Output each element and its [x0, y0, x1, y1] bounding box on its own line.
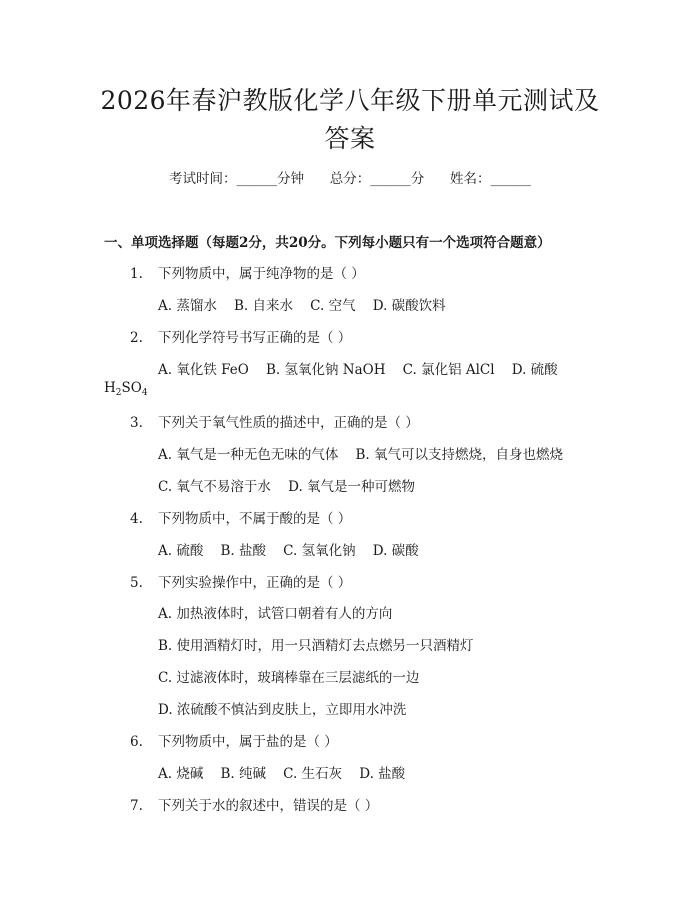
question-text: 下列化学符号书写正确的是（ ） — [158, 330, 352, 346]
formula-subscript: 2 — [115, 388, 122, 398]
question-7 — [130, 794, 378, 814]
formula-part: SO — [121, 380, 142, 396]
question-text: 下列关于氧气性质的描述中，正确的是（ ） — [158, 415, 419, 431]
question-4-options: A. 硫酸 B. 盐酸 C. 氢氧化钠 D. 碳酸 — [158, 543, 419, 559]
question-number: 4. — [130, 511, 143, 527]
question-number: 6. — [130, 734, 143, 750]
question-text: 下列物质中，不属于酸的是（ ） — [158, 511, 352, 527]
question-text: 下列物质中，属于纯净物的是（ ） — [158, 266, 365, 282]
formula-part: H — [104, 380, 116, 396]
question-3 — [130, 411, 419, 431]
question-text: 下列实验操作中，正确的是（ ） — [158, 575, 352, 591]
question-3-options-row-2: C. 氧气不易溶于水 D. 氧气是一种可燃物 — [158, 479, 416, 495]
question-1 — [130, 262, 365, 282]
question-2 — [130, 326, 351, 346]
document-title — [90, 82, 610, 158]
question-5-option-c: C. 过滤液体时，玻璃棒靠在三层滤纸的一边 — [158, 670, 420, 686]
title-line-1: 2026年春沪教版化学八年级下册单元测试及 — [100, 86, 600, 115]
question-6-options: A. 烧碱 B. 纯碱 C. 生石灰 D. 盐酸 — [158, 766, 406, 782]
question-5 — [130, 571, 351, 591]
question-text: 下列关于水的叙述中，错误的是（ ） — [158, 798, 379, 814]
question-5-option-d: D. 浓硫酸不慎沾到皮肤上，立即用水冲洗 — [158, 702, 407, 718]
formula-subscript: 4 — [141, 388, 148, 398]
question-4 — [130, 507, 351, 527]
exam-info-line: 考试时间：______分钟 总分：______分 姓名：______ — [169, 171, 531, 187]
question-number: 5. — [130, 575, 143, 591]
section-heading: 一、单项选择题（每题2分，共20分。下列每小题只有一个选项符合题意） — [104, 235, 551, 251]
question-2-options: A. 氧化铁 FeO B. 氢氧化钠 NaOH C. 氯化铝 AlCl D. 硫酸 — [158, 362, 558, 378]
question-2-options-continued — [104, 380, 148, 396]
question-number: 1. — [130, 266, 143, 282]
question-5-option-b: B. 使用酒精灯时，用一只酒精灯去点燃另一只酒精灯 — [158, 638, 474, 654]
question-number: 7. — [130, 798, 143, 814]
title-line-2: 答案 — [324, 124, 376, 153]
question-text: 下列物质中，属于盐的是（ ） — [158, 734, 338, 750]
question-6 — [130, 730, 338, 750]
question-5-option-a: A. 加热液体时，试管口朝着有人的方向 — [158, 606, 393, 622]
question-1-options: A. 蒸馏水 B. 自来水 C. 空气 D. 碳酸饮料 — [158, 298, 446, 314]
question-number: 3. — [130, 415, 143, 431]
question-number: 2. — [130, 330, 143, 346]
question-3-options-row-1: A. 氧气是一种无色无味的气体 B. 氧气可以支持燃烧，自身也燃烧 — [158, 447, 563, 463]
